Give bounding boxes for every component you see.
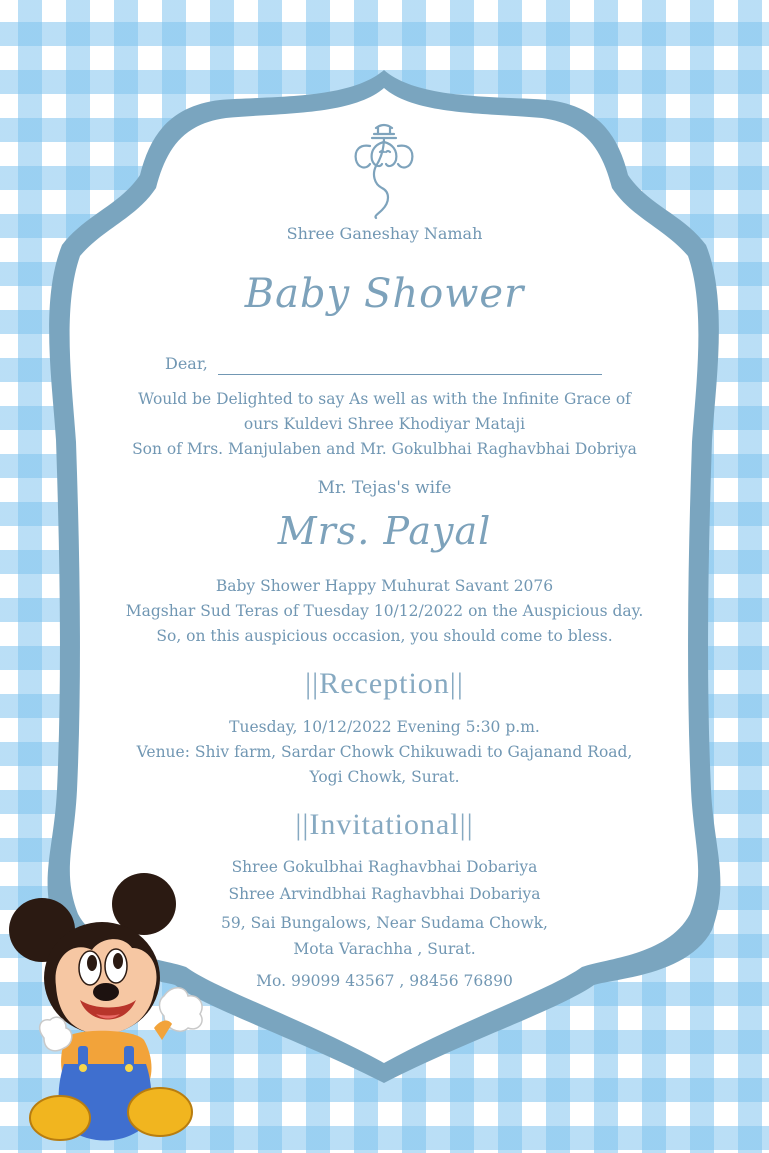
intro-line-2: ours Kuldevi Shree Khodiyar Mataji xyxy=(243,415,526,433)
phone-numbers: Mo. 99099 43567 , 98456 76890 xyxy=(256,972,513,990)
invitational-line-4: Mota Varachha , Surat. xyxy=(293,940,476,958)
invitational-line-2: Shree Arvindbhai Raghavbhai Dobariya xyxy=(228,885,541,903)
invitational-heading: ||Invitational|| xyxy=(295,808,474,841)
intro-line-1: Would be Delighted to say As well as with the Infinite Grace of xyxy=(138,390,631,408)
reception-line-3: Yogi Chowk, Surat. xyxy=(309,768,460,786)
reception-line-2: Venue: Shiv farm, Sardar Chowk Chikuwadi to Gajanand Road, xyxy=(136,743,633,761)
salutation: Shree Ganeshay Namah xyxy=(286,224,483,243)
reception-heading: ||Reception|| xyxy=(305,667,464,700)
invitation-title: Baby Shower xyxy=(244,271,525,317)
invitational-line-3: 59, Sai Bungalows, Near Sudama Chowk, xyxy=(221,914,548,932)
left-shoe xyxy=(30,1096,90,1140)
honoree-name: Mrs. Payal xyxy=(277,509,492,553)
muhurat-line-1: Baby Shower Happy Muhurat Savant 2076 xyxy=(215,577,554,595)
guest-name-blank xyxy=(218,374,602,375)
reception-line-1: Tuesday, 10/12/2022 Evening 5:30 p.m. xyxy=(229,718,540,736)
muhurat-line-2: Magshar Sud Teras of Tuesday 10/12/2022 on the Auspicious day. xyxy=(125,602,644,620)
invitational-line-1: Shree Gokulbhai Raghavbhai Dobariya xyxy=(231,858,538,876)
intro-line-3: Son of Mrs. Manjulaben and Mr. Gokulbhai Raghavbhai Dobriya xyxy=(132,440,637,458)
dear-label: Dear, xyxy=(165,354,208,373)
baby-mickey-illustration xyxy=(4,868,214,1148)
relation-line: Mr. Tejas's wife xyxy=(317,478,452,498)
right-shoe xyxy=(128,1088,192,1136)
nose xyxy=(93,983,119,1001)
muhurat-line-3: So, on this auspicious occasion, you should come to bless. xyxy=(156,627,613,645)
